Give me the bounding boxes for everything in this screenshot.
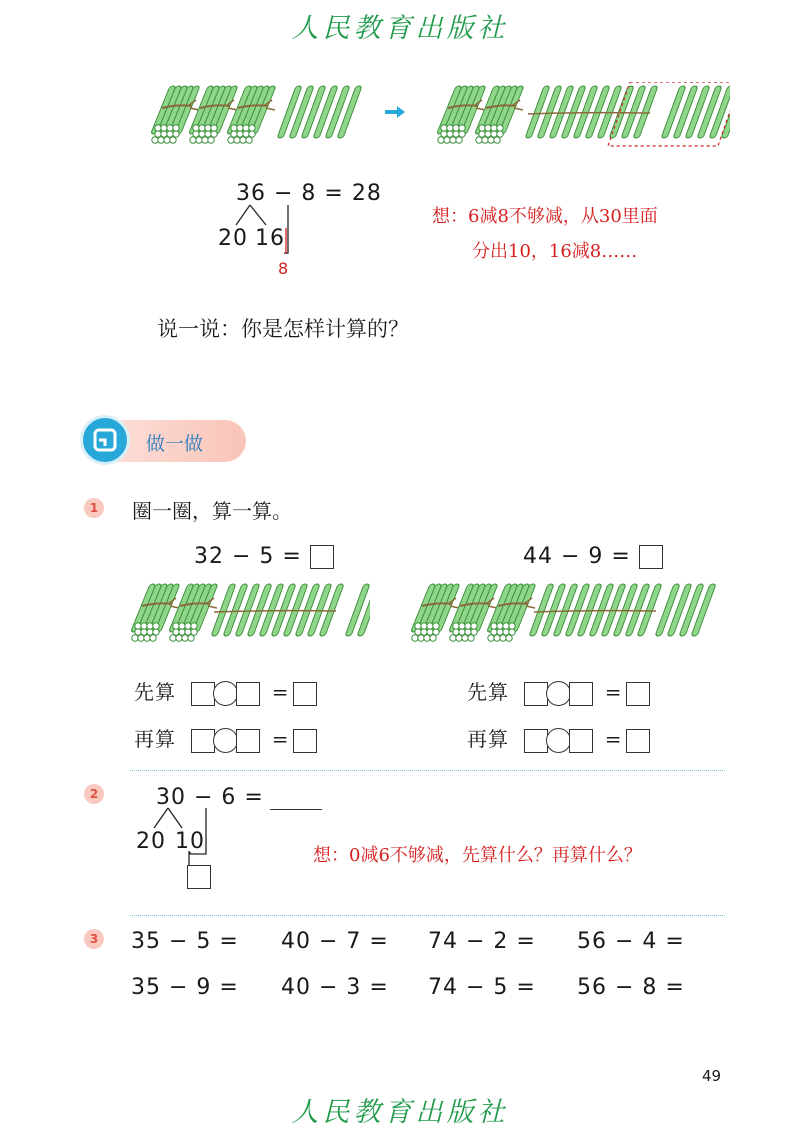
result-box[interactable] [293, 682, 317, 706]
divider [130, 915, 725, 916]
q3-item: 74 − 5 = [428, 975, 536, 1000]
publisher-footer: 人民教育出版社 [291, 1097, 509, 1128]
section-icon [80, 415, 130, 465]
split-sub: 8 [278, 259, 289, 278]
divider [130, 770, 725, 771]
result-box[interactable] [626, 729, 650, 753]
q2-hint: 想：0减6不够减，先算什么？再算什么？ [313, 845, 642, 866]
section-title: 做一做 [146, 433, 204, 455]
q1-right-then-row: 再算 = [467, 723, 650, 753]
q3-item: 40 − 7 = [281, 929, 389, 954]
sticks-q1-left [130, 580, 370, 644]
question-badge-2: 2 [84, 784, 104, 804]
operand-box[interactable] [191, 729, 215, 753]
q1-instruction: 圈一圈，算一算。 [132, 499, 292, 523]
q3-item: 74 − 2 = [428, 929, 536, 954]
q3-item: 40 − 3 = [281, 975, 389, 1000]
operand-box[interactable] [191, 682, 215, 706]
question-badge-1: 1 [84, 498, 104, 518]
q1-left-first-row: 先算 = [134, 676, 317, 706]
q1-right-first-row: 先算 = [467, 676, 650, 706]
operand-box[interactable] [524, 682, 548, 706]
result-box[interactable] [626, 682, 650, 706]
operator-circle[interactable] [213, 681, 238, 706]
q2-split-left: 20 [136, 829, 166, 854]
split-left: 20 [218, 226, 248, 251]
split-right: 16 [255, 226, 285, 251]
q2-equation: 30 − 6 = [156, 785, 322, 810]
arrow-right-icon [385, 106, 405, 118]
hint-line-2: 分出10，16减8…… [472, 241, 638, 262]
publisher-header: 人民教育出版社 [291, 13, 509, 44]
q3-item: 35 − 5 = [131, 929, 239, 954]
q3-item: 56 − 4 = [577, 929, 685, 954]
q3-item: 56 − 8 = [577, 975, 685, 1000]
operator-circle[interactable] [546, 681, 571, 706]
operator-circle[interactable] [546, 728, 571, 753]
result-box[interactable] [293, 729, 317, 753]
book-icon [83, 418, 127, 462]
operand-box[interactable] [236, 729, 260, 753]
operand-box[interactable] [569, 729, 593, 753]
operand-box[interactable] [569, 682, 593, 706]
operator-circle[interactable] [213, 728, 238, 753]
sticks-illustration-example [150, 82, 730, 150]
q1-left-equation: 32 − 5 = [194, 544, 334, 569]
hint-line-1: 想：6减8不够减，从30里面 [432, 206, 658, 227]
q1-right-equation: 44 − 9 = [523, 544, 663, 569]
sticks-q1-right [410, 580, 730, 644]
discuss-prompt: 说一说：你是怎样计算的？ [157, 317, 409, 341]
question-badge-3: 3 [84, 929, 104, 949]
page-number: 49 [702, 1067, 722, 1085]
answer-box[interactable] [310, 545, 334, 569]
operand-box[interactable] [236, 682, 260, 706]
q3-item: 35 − 9 = [131, 975, 239, 1000]
answer-box[interactable] [639, 545, 663, 569]
q1-left-then-row: 再算 = [134, 723, 317, 753]
q2-split-right: 10 [175, 829, 205, 854]
example-equation: 36 − 8 = 28 [236, 181, 382, 206]
operand-box[interactable] [524, 729, 548, 753]
answer-line[interactable] [270, 789, 322, 810]
q2-intermediate-box[interactable] [187, 865, 211, 889]
